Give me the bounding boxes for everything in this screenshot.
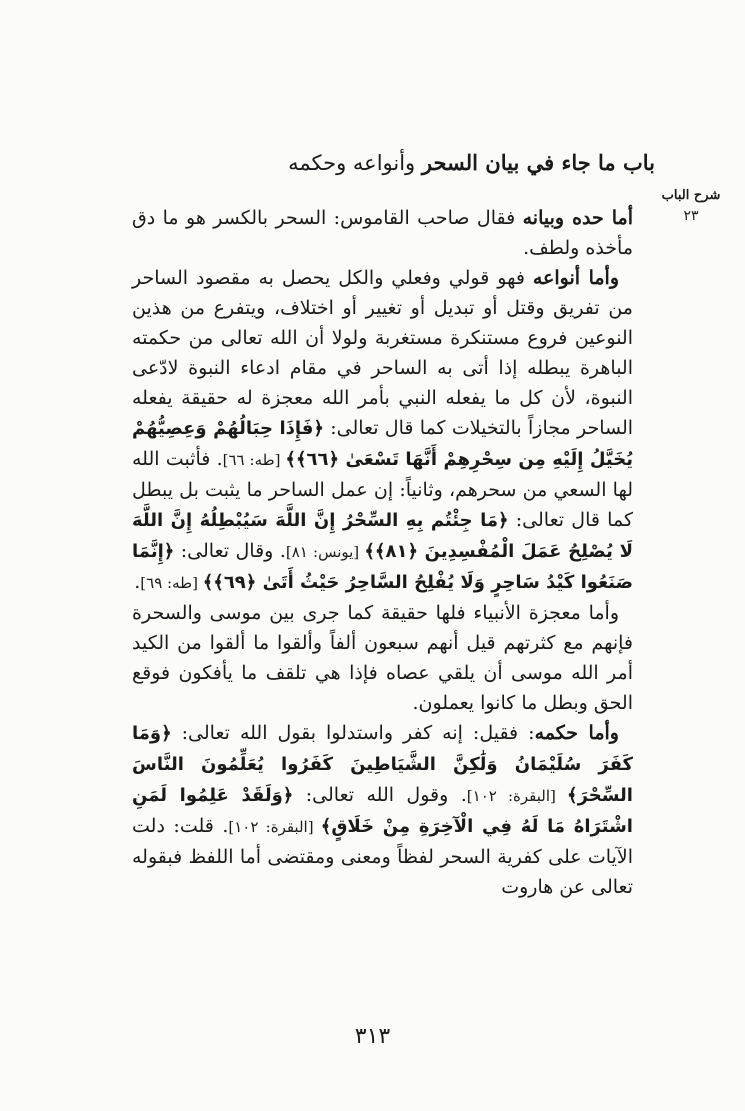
paragraph-lead: وأما حكمه [534, 722, 619, 744]
paragraph-definition [132, 203, 633, 263]
paragraph-types [132, 263, 633, 598]
verse-reference: [يونس: ٨١] [285, 543, 365, 561]
paragraph-text: فقال صاحب القاموس: السحر بالكسر هو ما دق مأخذه ولطف. [132, 207, 633, 259]
chapter-title-rest: وأنواعه وحكمه [288, 151, 422, 175]
verse-reference: [البقرة: ١٠٢] [466, 787, 568, 805]
verse-reference: [البقرة: ١٠٢] [228, 818, 321, 836]
paragraph-lead: وأما أنواعه [532, 267, 619, 289]
margin-note-number: ٢٣ [683, 208, 699, 224]
verse-reference: [طه: ٦٩] [140, 574, 203, 592]
page-number: ٣١٣ [354, 1024, 391, 1049]
paragraph-text: . [134, 571, 141, 593]
paragraph-text: . فأثبت الله لها السعي من سحرهم، وثانياً: إن عمل الساحر ما يثبت بل يبطل كما قال تعالى: [132, 448, 633, 531]
chapter-title-bold: باب ما جاء في بيان السحر [421, 150, 655, 175]
quran-verse: ﴿وَمَا كَفَرَ سُلَيْمَانُ وَلَٰكِنَّ الشَّيَاطِينَ كَفَرُوا يُعَلِّمُونَ النَّاسَ السِّحْرَ﴾ [132, 723, 633, 806]
chapter-title [140, 150, 655, 175]
quran-verse: ﴿إِنَّمَا صَنَعُوا كَيْدُ سَاحِرٍ وَلَا يُفْلِحُ السَّاحِرُ حَيْثُ أَتَىٰ ﴿٦٩﴾﴾ [132, 541, 633, 593]
paragraph-text: . قلت: دلت الآيات على كفرية السحر لفظاً ومعنى ومقتضى أما اللفظ فبقوله تعالى عن هاروت [132, 815, 633, 898]
paragraph-ruling [132, 718, 633, 902]
paragraph-text: . وقول الله تعالى: [293, 784, 467, 806]
paragraph-text: وأما معجزة الأنبياء فلها حقيقة كما جرى بين موسى والسحرة فإنهم مع كثرتهم قيل أنهم سبعون ألفاً وألقوا ما ألقوا من الكيد أمر الله موسى أن يلقي عصاه فإذا هي تلقف ما يأفكون فوقع الحق وبطل ما كانوا يعملون. [132, 602, 633, 714]
paragraph-lead: أما حده وبيانه [522, 207, 634, 229]
paragraph-text: فهو قولي وفعلي والكل يحصل به مقصود الساحر من تفريق وقتل أو تبديل أو تغيير أو اختلاف، ويتفرع من هذين النوعين فروع مستنكرة مستغربة ولولا أن الله تعالى من حكمته الباهرة يبطله إذا أتى به الساحر في مقام ادعاء النبوة لادّعى النبوة، لأن كل ما يفعله النبي بأمر الله معجزة له حقيقة يفعله الساحر مجازاً بالتخيلات كما قال تعالى: [132, 267, 634, 439]
paragraph-miracles [132, 598, 633, 718]
verse-reference: [طه: ٦٦] [222, 451, 286, 469]
quran-verse: ﴿وَلَقَدْ عَلِمُوا لَمَنِ اشْتَرَاهُ مَا لَهُ فِي الْآخِرَةِ مِنْ خَلَاقٍ﴾ [132, 785, 633, 837]
margin-note [651, 186, 731, 226]
quran-verse: ﴿فَإِذَا حِبَالُهُمْ وَعِصِيُّهُمْ يُخَيَّلُ إِلَيْهِ مِن سِحْرِهِمْ أَنَّهَا تَسْعَىٰ ﴿٦٦﴾﴾ [132, 418, 633, 470]
body-text [132, 203, 633, 902]
quran-verse: ﴿مَا جِئْتُم بِهِ السِّحْرُ إِنَّ اللَّهَ سَيُبْطِلُهُ إِنَّ اللَّهَ لَا يُصْلِحُ عَمَلَ الْمُفْسِدِينَ ﴿٨١﴾﴾ [132, 510, 634, 562]
paragraph-text: : فقيل: إنه كفر واستدلوا بقول الله تعالى: [171, 722, 535, 744]
paragraph-text: . وقال تعالى: [174, 540, 286, 562]
margin-note-label: شرح الباب [661, 188, 721, 203]
